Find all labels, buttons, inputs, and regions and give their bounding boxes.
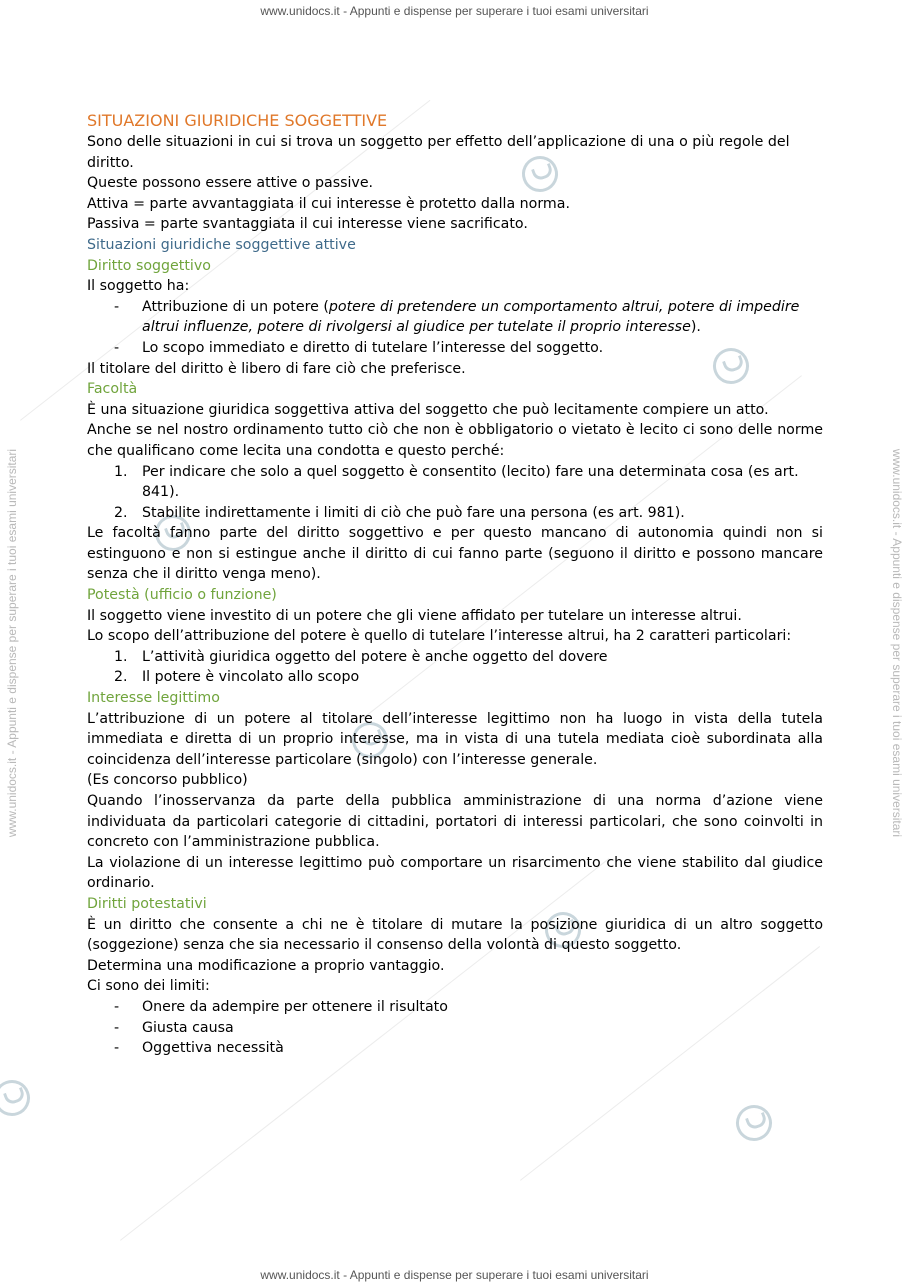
paragraph: È una situazione giuridica soggettiva attiva del soggetto che può lecitamente compiere un atto. xyxy=(87,401,769,418)
list-marker: - xyxy=(114,998,120,1015)
subheading-diritti-potestativi: Diritti potestativi xyxy=(87,895,207,912)
paragraph: (Es concorso pubblico) xyxy=(87,772,248,789)
list-item-text: Giusta causa xyxy=(142,1019,234,1036)
list-item-text: Per indicare che solo a quel soggetto è consentito (lecito) fare una determinata cosa (es art. 841). xyxy=(142,463,799,501)
list-item xyxy=(87,1018,823,1039)
list-item-text: Oggettiva necessità xyxy=(142,1040,284,1057)
document-body xyxy=(87,110,823,1059)
subheading-potesta: Potestà (ufficio o funzione) xyxy=(87,587,277,604)
intro-line: Passiva = parte svantaggiata il cui interesse viene sacrificato. xyxy=(87,216,528,233)
list-item-italic: potere di pretendere un comportamento altrui, potere di impedire altrui influenze, potere di rivolgersi al giudice per tutelate il proprio interesse xyxy=(142,298,800,336)
list-item-text: Onere da adempire per ottenere il risultato xyxy=(142,998,448,1015)
intro-line: Attiva = parte avvantaggiata il cui interesse è protetto dalla norma. xyxy=(87,195,570,212)
paragraph: Il titolare del diritto è libero di fare ciò che preferisce. xyxy=(87,360,466,377)
intro-line: Queste possono essere attive o passive. xyxy=(87,175,374,192)
paragraph: Determina una modificazione a proprio vantaggio. xyxy=(87,957,445,974)
paragraph: L’attribuzione di un potere al titolare dell’interesse legittimo non ha luogo in vista della tutela immediata e diretta di un proprio interesse, ma in vista di una tutela mediata cioè subordinata alla coincidenza dell’interesse particolare (singolo) con l’interesse generale. xyxy=(87,710,823,768)
paragraph: Ci sono dei limiti: xyxy=(87,978,210,995)
document-title: SITUAZIONI GIURIDICHE SOGGETTIVE xyxy=(87,111,388,130)
list-item-text-end: ). xyxy=(690,319,701,336)
paragraph: Il soggetto viene investito di un potere che gli viene affidato per tutelare un interesse altrui. xyxy=(87,607,742,624)
watermark-logo-icon xyxy=(731,1100,777,1146)
list-marker: - xyxy=(114,339,120,356)
footer-watermark: www.unidocs.it - Appunti e dispense per superare i tuoi esami universitari xyxy=(260,1268,649,1282)
subheading-interesse-legittimo: Interesse legittimo xyxy=(87,690,220,707)
side-watermark-left: www.unidocs.it - Appunti e dispense per superare i tuoi esami universitari xyxy=(5,448,19,838)
list-item-text: Attribuzione di un potere ( xyxy=(142,298,329,315)
list-item xyxy=(87,338,823,359)
list-item xyxy=(87,647,823,668)
list-item xyxy=(87,503,823,524)
list-marker: - xyxy=(114,1019,120,1036)
list-item xyxy=(87,462,823,503)
numbered-list xyxy=(87,462,823,524)
paragraph: Lo scopo dell’attribuzione del potere è quello di tutelare l’interesse altrui, ha 2 caratteri particolari: xyxy=(87,628,792,645)
subheading-diritto-soggettivo: Diritto soggettivo xyxy=(87,257,211,274)
list-item xyxy=(87,667,823,688)
list-marker: 1. xyxy=(114,648,128,665)
paragraph: Quando l’inosservanza da parte della pubblica amministrazione di una norma d’azione viene individuata da particolari categorie di cittadini, portatori di interessi particolari, che sono coinvolti in concreto con l’amministrazione pubblica. xyxy=(87,793,823,851)
list-marker: 1. xyxy=(114,463,128,480)
bullet-list xyxy=(87,997,823,1059)
list-item xyxy=(87,997,823,1018)
list-item-text: Il potere è vincolato allo scopo xyxy=(142,669,360,686)
list-item-text: L’attività giuridica oggetto del potere è anche oggetto del dovere xyxy=(142,648,608,665)
intro-line: Sono delle situazioni in cui si trova un soggetto per effetto dell’applicazione di una o più regole del diritto. xyxy=(87,134,790,171)
header-watermark: www.unidocs.it - Appunti e dispense per superare i tuoi esami universitari xyxy=(260,4,649,18)
list-item xyxy=(87,1038,823,1059)
paragraph: Le facoltà fanno parte del diritto soggettivo e per questo mancano di autonomia quindi non si estinguono e non si estingue anche il diritto di cui fanno parte (seguono il diritto e possono mancare senza che il diritto venga meno). xyxy=(87,525,823,583)
list-marker: - xyxy=(114,1040,120,1057)
watermark-logo-icon xyxy=(0,1075,35,1121)
section-heading: Situazioni giuridiche soggettive attive xyxy=(87,236,356,253)
list-item-text: Stabilite indirettamente i limiti di ciò che può fare una persona (es art. 981). xyxy=(142,504,685,521)
numbered-list xyxy=(87,647,823,688)
list-item-text: Lo scopo immediato e diretto di tutelare l’interesse del soggetto. xyxy=(142,339,604,356)
list-marker: 2. xyxy=(114,669,128,686)
list-item xyxy=(87,297,823,338)
paragraph: È un diritto che consente a chi ne è titolare di mutare la posizione giuridica di un altro soggetto (soggezione) senza che sia necessario il consenso della volontà di questo soggetto. xyxy=(87,916,823,954)
paragraph: Anche se nel nostro ordinamento tutto ciò che non è obbligatorio o vietato è lecito ci sono delle norme che qualificano come lecita una condotta e questo perché: xyxy=(87,422,823,459)
bullet-list xyxy=(87,297,823,359)
list-marker: - xyxy=(114,298,120,315)
side-watermark-right: www.unidocs.it - Appunti e dispense per superare i tuoi esami universitari xyxy=(890,448,904,838)
subheading-facolta: Facoltà xyxy=(87,381,138,398)
paragraph: La violazione di un interesse legittimo può comportare un risarcimento che viene stabilito dal giudice ordinario. xyxy=(87,854,823,892)
paragraph: Il soggetto ha: xyxy=(87,278,190,295)
list-marker: 2. xyxy=(114,504,128,521)
